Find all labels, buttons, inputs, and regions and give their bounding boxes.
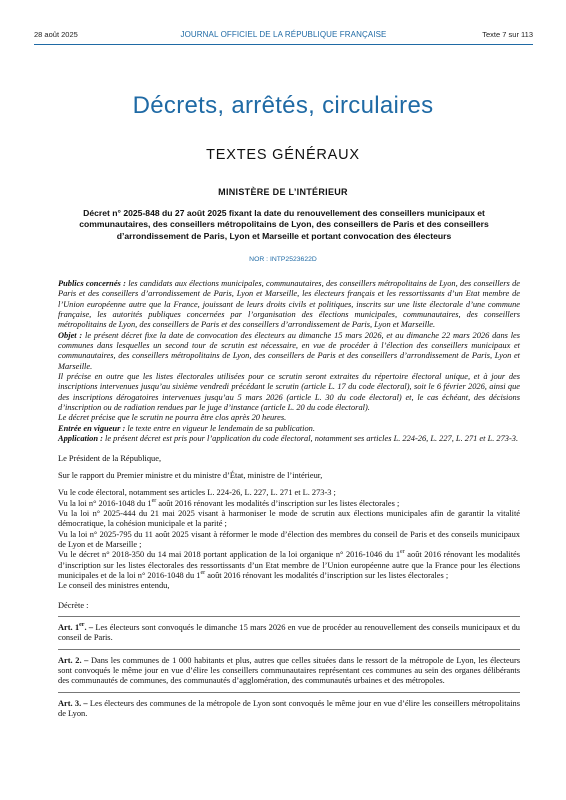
article-2	[58, 656, 520, 687]
article-1-label-a: Art. 1	[58, 622, 80, 632]
notice-objet	[58, 331, 520, 372]
article-1-label-sup: er	[79, 621, 85, 628]
application-label: Application :	[58, 434, 105, 444]
nor-value: INTP2523622D	[269, 256, 317, 263]
visa-loi-2025-795: Vu la loi n° 2025-795 du 11 août 2025 visant à réformer le mode d’élection des membres du conseil de Paris et des conseils municipaux de Lyon et de Marseille ;	[58, 529, 520, 549]
visa-decret-2018-350	[58, 550, 520, 581]
nor-label: NOR :	[249, 256, 270, 263]
article-3-label-b: –	[81, 698, 90, 708]
article-3-label-a: Art. 3.	[58, 698, 82, 708]
preamble-rapport: Sur le rapport du Premier ministre et du ministre d’État, ministre de l’intérieur,	[58, 470, 323, 480]
article-3-label	[58, 699, 90, 708]
visa-code-electoral: Vu le code électoral, notamment ses articles L. 224-26, L. 227, L. 271 et L. 273-3 ;	[58, 488, 336, 498]
article-2-label-b: –	[81, 655, 91, 665]
preamble-decrete: Décrète :	[58, 600, 89, 610]
notice-application	[58, 434, 520, 444]
nor-reference	[0, 256, 566, 263]
article-1-text: Les électeurs sont convoqués le dimanche 15 mars 2026 en vue de procéder au renouvellement des conseils municipaux et du conseil de Paris.	[58, 622, 520, 643]
entree-text: le texte entre en vigueur le lendemain de sa publication.	[127, 423, 315, 433]
notice-entree	[58, 424, 520, 434]
article-1-label-b: . –	[84, 622, 96, 632]
vu2-part-a: Vu la loi n° 2016-1048 du 1	[58, 498, 152, 508]
visa-loi-2016-1048	[58, 499, 520, 509]
vu2-sup: er	[151, 497, 157, 504]
article-2-label-a: Art. 2.	[58, 655, 82, 665]
objet-text: le présent décret fixe la date de convocation des électeurs au dimanche 15 mars 2026, et au dimanche 22 mars 2026 dans les communes dans lesquelles un second tour de scrutin est nécessaire, en vue de procéder à l’élection des conseillers municipaux et communautaires, des conseillers métropolitains de Lyon, des conseillers de Paris et des conseillers d’arrondissement de Paris, Lyon et Marseille.	[58, 330, 520, 371]
vu5-part-a: Vu le décret n° 2018-350 du 14 mai 2018 portant application de la loi organique n° 2016-1046 du 1	[58, 550, 401, 560]
section-title: Décrets, arrêtés, circulaires	[132, 92, 434, 119]
article-1-label	[58, 623, 95, 632]
publics-label: Publics concernés :	[58, 279, 129, 288]
application-text: le présent décret est pris pour l’application du code électoral, notamment ses articles L. 224-26, L. 227, L. 271 et L. 273-3.	[105, 434, 519, 444]
visa-loi-2025-444: Vu la loi n° 2025-444 du 21 mai 2025 visant à harmoniser le mode de scrutin aux élections municipales afin de garantir la vitalité démocratique, la cohésion municipale et la parité ;	[58, 508, 520, 529]
article-2-label	[58, 656, 91, 665]
decree-body	[58, 279, 520, 719]
ministry-heading: MINISTÈRE DE L’INTÉRIEUR	[218, 187, 348, 197]
article-divider	[58, 692, 520, 693]
page-header	[34, 30, 533, 44]
vu5-sup-2: er	[200, 569, 206, 576]
header-divider	[34, 44, 533, 45]
article-3	[58, 699, 520, 720]
preamble-president: Le Président de la République,	[58, 453, 162, 463]
article-2-text: Dans les communes de 1 000 habitants et plus, autres que celles situées dans le ressort de la métropole de Lyon, les électeurs sont convoqués le même jour en vue d’élire les conseillers communautaires représentant ces communes au sein des organes délibérants des communautés de communes, des communautés d’agglomération, des communautés urbaines et des métropoles.	[58, 655, 520, 686]
notice-precise: Il précise en outre que les listes électorales utilisées pour ce scrutin seront extraites du répertoire électoral unique, et à jour des inscriptions intervenues jusqu’au sixième vendredi précédant le scrutin (article L. 17 du code électoral), soit le 6 février 2026, ainsi que des inscriptions dérogatoires intervenues jusqu’au 5 mars 2026 (article L. 30 du code électoral) et, le cas échéant, des décisions d’inscription ou de radiation rendues par le juge d’instance (article L. 20 du code électoral).	[58, 372, 520, 413]
text-counter: Texte 7 sur 113	[482, 30, 533, 39]
entree-label: Entrée en vigueur :	[58, 423, 128, 433]
vu5-sup-1: er	[400, 549, 405, 556]
article-3-text: Les électeurs des communes de la métropole de Lyon sont convoqués le même jour en vue d’élire les conseillers métropolitains de Lyon.	[58, 698, 521, 719]
subsection-title: TEXTES GÉNÉRAUX	[206, 147, 360, 163]
article-divider	[58, 616, 520, 617]
article-1	[58, 623, 520, 644]
preamble-conseil: Le conseil des ministres entendu,	[58, 581, 170, 591]
vu2-part-b: août 2016 rénovant les modalités d’inscription sur les listes électorales ;	[156, 498, 400, 508]
publics-text: les candidats aux élections municipales, communautaires, des conseillers métropolitains de Lyon, des conseillers de Paris et des conseillers d’arrondissement de Paris, Lyon et Marseille, les électeurs français et les ressortissants d’un Etat membre de l’Union européenne autre que la France, jouissant de leurs droits civils et politiques, inscrits sur une liste électorale d’une commune française, les autorités publiques concernées par l’organisation des élections municipales, communautaires, des conseillers métropolitains de Lyon, des conseillers de Paris et des conseillers d’arrondissement de Paris, Lyon et Marseille.	[58, 279, 520, 330]
notice-publics	[58, 279, 520, 331]
journal-name: JOURNAL OFFICIEL DE LA RÉPUBLIQUE FRANÇAISE	[180, 30, 387, 39]
notice-scrutin: Le décret précise que le scrutin ne pourra être clos après 20 heures.	[58, 413, 287, 423]
article-divider	[58, 649, 520, 650]
publication-date: 28 août 2025	[34, 30, 78, 39]
decree-title: Décret n° 2025-848 du 27 août 2025 fixant la date du renouvellement des conseillers municipaux et communautaires, des conseillers métropolitains de Lyon, des conseillers de Paris et des conseillers d’arrondissement de Paris, Lyon et Marseille et portant convocation des électeurs	[79, 208, 489, 241]
vu5-part-c: août 2016 rénovant les modalités d’inscription sur les listes électorales ;	[205, 570, 449, 580]
vu5-part-b: août 2016 rénovant les modalités d’inscription sur les listes électorales des ressortissants d’un Etat membre de l’Union européenne autre que la France pour les élections municipales et de la loi n° 2016-1048 du 1	[58, 550, 520, 580]
objet-label: Objet :	[58, 330, 85, 340]
